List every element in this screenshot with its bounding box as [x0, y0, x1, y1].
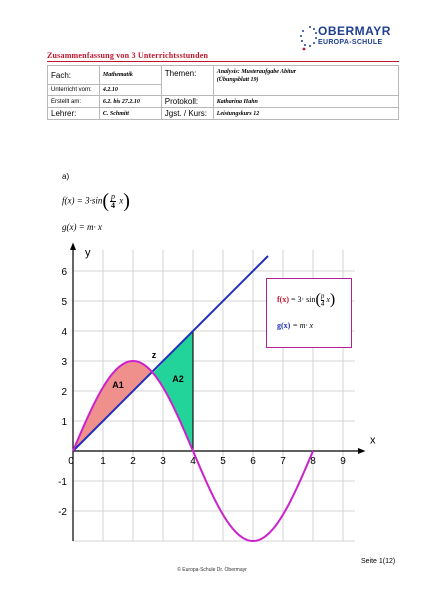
legend-fraction-numerator: p — [320, 291, 325, 300]
page-number: Seite 1(12) — [361, 558, 396, 565]
value-teacher: C. Schmitt — [99, 108, 161, 120]
function-legend — [266, 278, 352, 348]
topic-line-2: (Übungsblatt 19) — [216, 77, 259, 83]
topic-line-1: Analysis: Musteraufgabe Abitur — [216, 69, 297, 75]
y-tick-label: 5 — [61, 297, 67, 308]
y-tick-label: 2 — [61, 387, 67, 398]
document-title: Zusammenfassung von 3 Unterrichtsstunden — [47, 51, 209, 60]
title-divider — [47, 61, 399, 62]
value-subject: Mathematik — [99, 66, 161, 85]
y-tick-label: 1 — [61, 417, 67, 428]
paren-open: ( — [102, 190, 109, 212]
value-created: 6.2. bis 27.2.10 — [99, 96, 161, 108]
info-row-teacher — [48, 108, 399, 120]
y-tick-label: 3 — [61, 357, 67, 368]
y-tick-label: -1 — [58, 477, 67, 488]
info-row-created — [48, 96, 399, 108]
formula-f-tail: x — [119, 195, 124, 206]
intersection-label: z — [151, 350, 157, 360]
label-lesson-date: Unterricht vom: — [48, 85, 100, 96]
paren-close: ) — [123, 190, 130, 212]
school-logo — [300, 24, 400, 54]
legend-g — [277, 321, 313, 330]
legend-paren-close: ) — [329, 291, 336, 308]
y-axis-arrow-icon — [70, 243, 76, 251]
value-topics — [213, 66, 398, 96]
legend-f-fraction — [321, 293, 325, 308]
label-subject: Fach: — [48, 66, 100, 85]
label-protocol: Protokoll: — [161, 96, 213, 108]
x-tick-label: 3 — [160, 456, 166, 467]
value-lesson-date: 4.2.10 — [99, 85, 161, 96]
label-teacher: Lehrer: — [48, 108, 100, 120]
label-created: Erstellt am: — [48, 96, 100, 108]
fraction-numerator: p — [111, 192, 115, 201]
footer-copyright: © Europa-Schule Dr. Obermayr — [177, 567, 247, 573]
value-course: Leistungskurs 12 — [213, 108, 398, 120]
star-cluster-icon — [300, 24, 318, 50]
x-tick-label: 0 — [68, 456, 74, 467]
legend-f — [277, 291, 335, 309]
x-tick-label: 5 — [220, 456, 226, 467]
legend-paren-open: ( — [315, 291, 321, 308]
logo-name: OBERMAYR — [318, 24, 391, 38]
formula-f-lhs: f(x) = 3·sin — [62, 195, 103, 206]
legend-fraction-denominator: 4 — [320, 299, 325, 308]
region-label-a1: A1 — [112, 380, 124, 390]
formula-g: g(x) = m· x — [62, 222, 103, 232]
logo-subtitle: EUROPA-SCHULE — [318, 39, 383, 46]
x-tick-label: 8 — [310, 456, 316, 467]
x-tick-label: 1 — [100, 456, 106, 467]
legend-f-tail: x — [326, 294, 330, 304]
series-g-line — [73, 256, 268, 451]
x-tick-label: 6 — [250, 456, 256, 467]
y-tick-label: 6 — [61, 267, 67, 278]
label-course: Jgst. / Kurs: — [161, 108, 213, 120]
legend-g-expr: = m· x — [292, 321, 314, 330]
x-tick-label: 4 — [190, 456, 196, 467]
region-label-a2: A2 — [172, 374, 184, 384]
x-tick-label: 2 — [130, 456, 136, 467]
y-axis-label: y — [85, 247, 91, 259]
info-row-subject — [48, 66, 399, 85]
legend-f-name: f(x) — [277, 294, 289, 304]
x-axis-label: x — [370, 434, 376, 447]
legend-f-expr: = 3· sin — [291, 294, 316, 304]
x-tick-label: 7 — [280, 456, 286, 467]
formula-f-fraction — [110, 193, 116, 210]
fraction-denominator: 4 — [111, 201, 115, 210]
y-tick-label: -2 — [58, 507, 67, 518]
formula-f — [62, 190, 130, 213]
info-table — [47, 65, 399, 120]
y-tick-label: 4 — [61, 327, 67, 338]
label-topics: Themen: — [161, 66, 213, 96]
part-label: a) — [62, 172, 70, 181]
x-axis-arrow-icon — [358, 448, 366, 454]
legend-g-name: g(x) — [277, 321, 291, 330]
x-tick-label: 9 — [340, 456, 346, 467]
value-protocol: Katharina Hahn — [213, 96, 398, 108]
